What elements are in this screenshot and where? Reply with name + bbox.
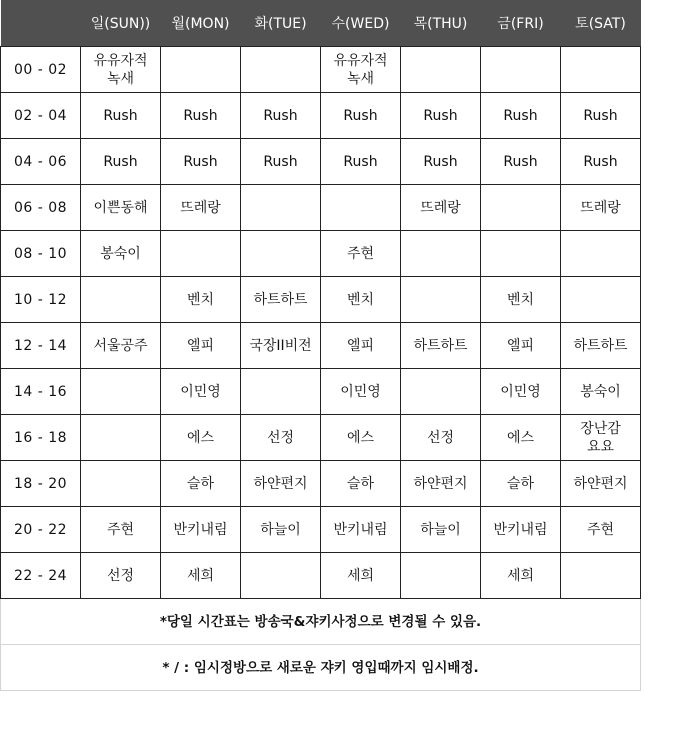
schedule-cell: Rush <box>241 93 321 139</box>
schedule-cell: 주현 <box>561 507 641 553</box>
schedule-cell: 하트하트 <box>241 277 321 323</box>
schedule-cell <box>81 461 161 507</box>
schedule-cell: 선정 <box>81 553 161 599</box>
time-slot-label: 08 - 10 <box>1 231 81 277</box>
schedule-cell: Rush <box>401 93 481 139</box>
header-day-tue: 화(TUE) <box>241 0 321 47</box>
schedule-cell: 세희 <box>161 553 241 599</box>
header-corner <box>1 0 81 47</box>
schedule-cell <box>561 553 641 599</box>
schedule-cell: 주현 <box>321 231 401 277</box>
schedule-cell <box>161 231 241 277</box>
note-schedule-change: *당일 시간표는 방송국&쟈키사정으로 변경될 수 있음. <box>1 599 641 645</box>
time-slot-label: 12 - 14 <box>1 323 81 369</box>
schedule-cell: Rush <box>241 139 321 185</box>
schedule-body <box>1 47 641 599</box>
schedule-cell: 하늘이 <box>401 507 481 553</box>
table-row <box>1 415 641 461</box>
schedule-cell: 하트하트 <box>561 323 641 369</box>
schedule-cell <box>401 277 481 323</box>
schedule-cell: 벤치 <box>321 277 401 323</box>
schedule-cell <box>401 553 481 599</box>
schedule-cell: 봉숙이 <box>561 369 641 415</box>
table-row <box>1 231 641 277</box>
header-day-thu: 목(THU) <box>401 0 481 47</box>
schedule-cell: 엘피 <box>481 323 561 369</box>
schedule-cell <box>481 231 561 277</box>
schedule-cell: Rush <box>81 139 161 185</box>
schedule-cell: Rush <box>161 93 241 139</box>
schedule-notes <box>1 599 641 691</box>
table-row <box>1 507 641 553</box>
schedule-cell: 이민영 <box>481 369 561 415</box>
schedule-header <box>1 0 641 47</box>
time-slot-label: 14 - 16 <box>1 369 81 415</box>
schedule-cell <box>241 47 321 93</box>
schedule-cell: 뜨레랑 <box>561 185 641 231</box>
schedule-cell: 슬하 <box>161 461 241 507</box>
schedule-cell: Rush <box>561 139 641 185</box>
schedule-cell <box>241 185 321 231</box>
schedule-cell: 엘피 <box>321 323 401 369</box>
time-slot-label: 00 - 02 <box>1 47 81 93</box>
table-row <box>1 47 641 93</box>
schedule-cell: 이쁜동해 <box>81 185 161 231</box>
schedule-cell: Rush <box>321 93 401 139</box>
schedule-cell: 선정 <box>241 415 321 461</box>
time-slot-label: 02 - 04 <box>1 93 81 139</box>
header-day-sat: 토(SAT) <box>561 0 641 47</box>
schedule-cell <box>241 231 321 277</box>
schedule-cell: Rush <box>401 139 481 185</box>
schedule-cell <box>241 369 321 415</box>
schedule-cell: 슬하 <box>481 461 561 507</box>
schedule-cell: 이민영 <box>321 369 401 415</box>
schedule-cell: Rush <box>481 139 561 185</box>
schedule-cell <box>401 231 481 277</box>
schedule-cell: 뜨레랑 <box>161 185 241 231</box>
schedule-cell: Rush <box>561 93 641 139</box>
header-day-fri: 금(FRI) <box>481 0 561 47</box>
schedule-cell <box>81 369 161 415</box>
schedule-cell: 에스 <box>481 415 561 461</box>
schedule-cell: 엘피 <box>161 323 241 369</box>
header-day-wed: 수(WED) <box>321 0 401 47</box>
schedule-cell: 하얀편지 <box>241 461 321 507</box>
schedule-cell <box>241 553 321 599</box>
table-row <box>1 93 641 139</box>
table-row <box>1 553 641 599</box>
table-row <box>1 461 641 507</box>
table-row <box>1 139 641 185</box>
schedule-cell: 에스 <box>321 415 401 461</box>
schedule-cell: 하얀편지 <box>561 461 641 507</box>
schedule-cell: 유유자적 녹새 <box>321 47 401 93</box>
time-slot-label: 18 - 20 <box>1 461 81 507</box>
time-slot-label: 20 - 22 <box>1 507 81 553</box>
schedule-cell: 하늘이 <box>241 507 321 553</box>
table-row <box>1 185 641 231</box>
schedule-cell: 봉숙이 <box>81 231 161 277</box>
schedule-cell: 슬하 <box>321 461 401 507</box>
time-slot-label: 16 - 18 <box>1 415 81 461</box>
schedule-cell <box>81 277 161 323</box>
schedule-cell <box>401 369 481 415</box>
schedule-cell: 벤치 <box>161 277 241 323</box>
schedule-cell: 이민영 <box>161 369 241 415</box>
schedule-cell: 하트하트 <box>401 323 481 369</box>
time-slot-label: 06 - 08 <box>1 185 81 231</box>
schedule-cell: 서울공주 <box>81 323 161 369</box>
table-row <box>1 369 641 415</box>
schedule-cell: 에스 <box>161 415 241 461</box>
schedule-cell: 주현 <box>81 507 161 553</box>
note-temporary-assignment: * / : 임시정방으로 새로운 쟈키 영입때까지 임시배정. <box>1 645 641 691</box>
schedule-cell <box>561 47 641 93</box>
header-day-mon: 월(MON) <box>161 0 241 47</box>
schedule-cell: 세희 <box>321 553 401 599</box>
time-slot-label: 04 - 06 <box>1 139 81 185</box>
schedule-cell: 반키내림 <box>321 507 401 553</box>
schedule-cell: Rush <box>81 93 161 139</box>
schedule-cell: 국장II비전 <box>241 323 321 369</box>
time-slot-label: 10 - 12 <box>1 277 81 323</box>
schedule-cell: 반키내림 <box>161 507 241 553</box>
schedule-cell: Rush <box>161 139 241 185</box>
schedule-cell: Rush <box>321 139 401 185</box>
schedule-cell: 장난감 요요 <box>561 415 641 461</box>
schedule-cell: 벤치 <box>481 277 561 323</box>
schedule-cell <box>481 47 561 93</box>
schedule-cell <box>561 231 641 277</box>
schedule-cell <box>481 185 561 231</box>
schedule-cell <box>81 415 161 461</box>
table-row <box>1 323 641 369</box>
schedule-cell: 선정 <box>401 415 481 461</box>
schedule-cell <box>401 47 481 93</box>
schedule-cell: Rush <box>481 93 561 139</box>
schedule-cell: 유유자적 녹새 <box>81 47 161 93</box>
table-row <box>1 277 641 323</box>
schedule-cell: 뜨레랑 <box>401 185 481 231</box>
schedule-cell <box>161 47 241 93</box>
schedule-cell: 하얀편지 <box>401 461 481 507</box>
header-day-sun: 일(SUN)) <box>81 0 161 47</box>
time-slot-label: 22 - 24 <box>1 553 81 599</box>
schedule-cell <box>561 277 641 323</box>
schedule-cell: 세희 <box>481 553 561 599</box>
schedule-cell <box>321 185 401 231</box>
schedule-cell: 반키내림 <box>481 507 561 553</box>
